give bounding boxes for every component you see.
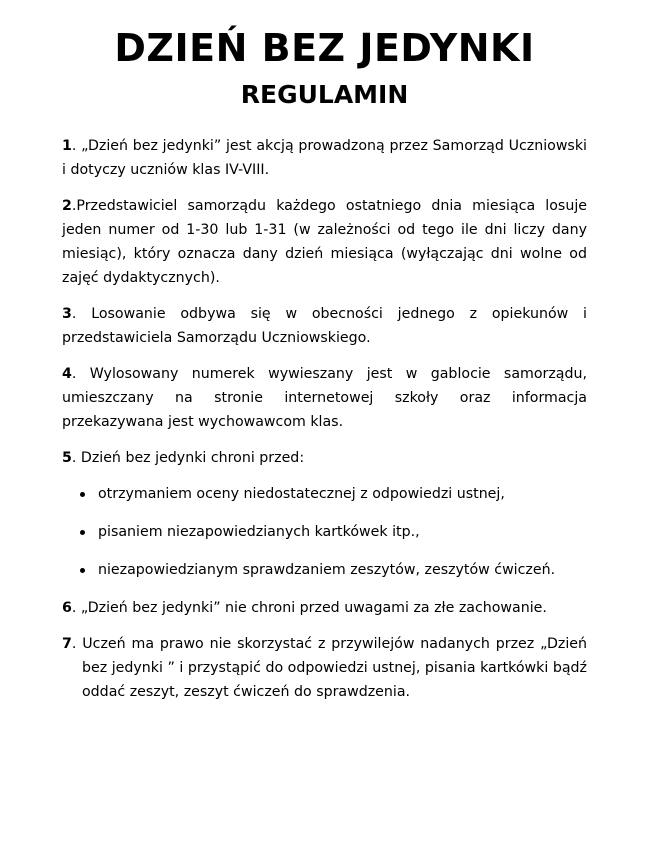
rule-text: .Przedstawiciel samorządu każdego ostatniego dnia miesiąca losuje jeden numer od 1-30 lub 1-31 (w zależności od tego ile dni liczy dany miesiąc), który oznacza dany dzień miesiąca (wyłączając dni wolne od zajęć dydaktycznych). [62,198,587,286]
rule-text: . Dzień bez jedynki chroni przed: [71,450,305,466]
list-item [80,520,587,544]
list-item-text: pisaniem niezapowiedzianych kartkówek itp., [98,524,420,540]
rule-number: 6 [62,600,72,616]
rule-6 [62,596,587,620]
document-subtitle: REGULAMIN [240,80,409,109]
rule-text: . Wylosowany numerek wywieszany jest w gablocie samorządu, umieszczany na stronie internetowej szkoły oraz informacja przekazywana jest wychowawcom klas. [62,366,587,430]
list-item [80,482,587,506]
rule-3 [62,302,587,350]
rule-1 [62,134,587,182]
rule-number: 1 [62,138,72,154]
rules-list [62,134,587,704]
list-item [80,558,587,582]
rule-number: 3 [62,306,72,322]
bullet-icon [80,568,85,573]
bullet-icon [80,530,85,535]
list-item-text: otrzymaniem oceny niedostatecznej z odpowiedzi ustnej, [98,486,505,502]
rule-2 [62,194,587,290]
rule-number: 2 [62,198,72,214]
rule-5 [62,446,587,470]
rule-text: . „Dzień bez jedynki” nie chroni przed uwagami za złe zachowanie. [71,600,547,616]
rule-number: 5 [62,450,72,466]
rule-text: . Losowanie odbywa się w obecności jednego z opiekunów i przedstawiciela Samorządu Uczniowskiego. [62,306,587,346]
list-item-text: niezapowiedzianym sprawdzaniem zeszytów, zeszytów ćwiczeń. [98,562,556,578]
document-title: DZIEŃ BEZ JEDYNKI [114,26,535,70]
rule-text: . „Dzień bez jedynki” jest akcją prowadzoną przez Samorząd Uczniowski i dotyczy uczniów klas IV-VIII. [62,138,587,178]
protection-list [62,482,587,582]
rule-number: 7 [62,636,72,652]
rule-4 [62,362,587,434]
rule-7 [62,632,587,704]
rule-text: . Uczeń ma prawo nie skorzystać z przywilejów nadanych przez „Dzień bez jedynki ” i przystąpić do odpowiedzi ustnej, pisania kartkówki bądź oddać zeszyt, zeszyt ćwiczeń do sprawdzenia. [71,636,587,700]
rule-number: 4 [62,366,72,382]
bullet-icon [80,492,85,497]
